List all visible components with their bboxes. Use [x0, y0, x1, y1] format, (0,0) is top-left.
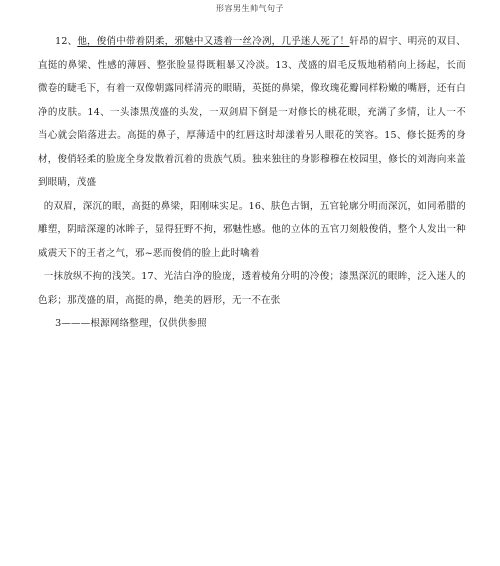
paragraph-1 — [38, 30, 466, 195]
paragraph-1-underlined-text: 他，俊俏中带着阴柔，邪魅中又透着一丝冷冽，几乎迷人死了！ — [77, 36, 350, 47]
document-body — [38, 30, 466, 336]
paragraph-2: 的双眉，深沉的眼，高挺的鼻梁，阳刚味实足。16、肤色古铜，五官轮廓分明而深沉，如同希腊的雕塑，阴暗深邃的冰眸子，显得狂野不拘，邪魅性感。他的立体的五官刀刻般俊俏，整个人发出一种威震天下的王者之气，邪~恶而俊俏的脸上此时噙着 — [38, 200, 466, 259]
paragraph-1-prefix: 12、 — [55, 36, 78, 47]
footer-note: 3———根源网络整理，仅供供参照 — [55, 318, 207, 329]
page-header-title: 形容男生帅气句子 — [216, 4, 284, 13]
paragraph-1-text: 轩昂的眉宇、明亮的双目、直挺的鼻梁、性感的薄唇、整张脸显得既粗暴又冷淡。13、茂盛的眉毛反叛地稍稍向上扬起，长而微卷的睫毛下，有着一双像朝露同样清亮的眼睛，英挺的鼻梁，像玫瑰花瓣同样粉嫩的嘴唇，还有白净的皮肤。14、一头漆黑茂盛的头发，一双剑眉下倒是一对修长的桃花眼，充满了多情，让人一不当心就会陷落进去。高挺的鼻子，厚薄适中的红唇这时却漾着另人眼花的笑容。15、修长挺秀的身材，俊俏轻柔的脸庞全身发散着沉着的贵族气质。独来独往的身影穆穆在校园里，修长的刘海向来盖到眼睛，茂盛 — [38, 36, 466, 188]
paragraph-3: 一抹放纵不拘的浅笑。17、光洁白净的脸庞，透着棱角分明的冷俊；漆黑深沉的眼眸，泛入迷人的色彩；那茂盛的眉，高挺的鼻，绝美的唇形，无一不在张 — [38, 271, 466, 306]
